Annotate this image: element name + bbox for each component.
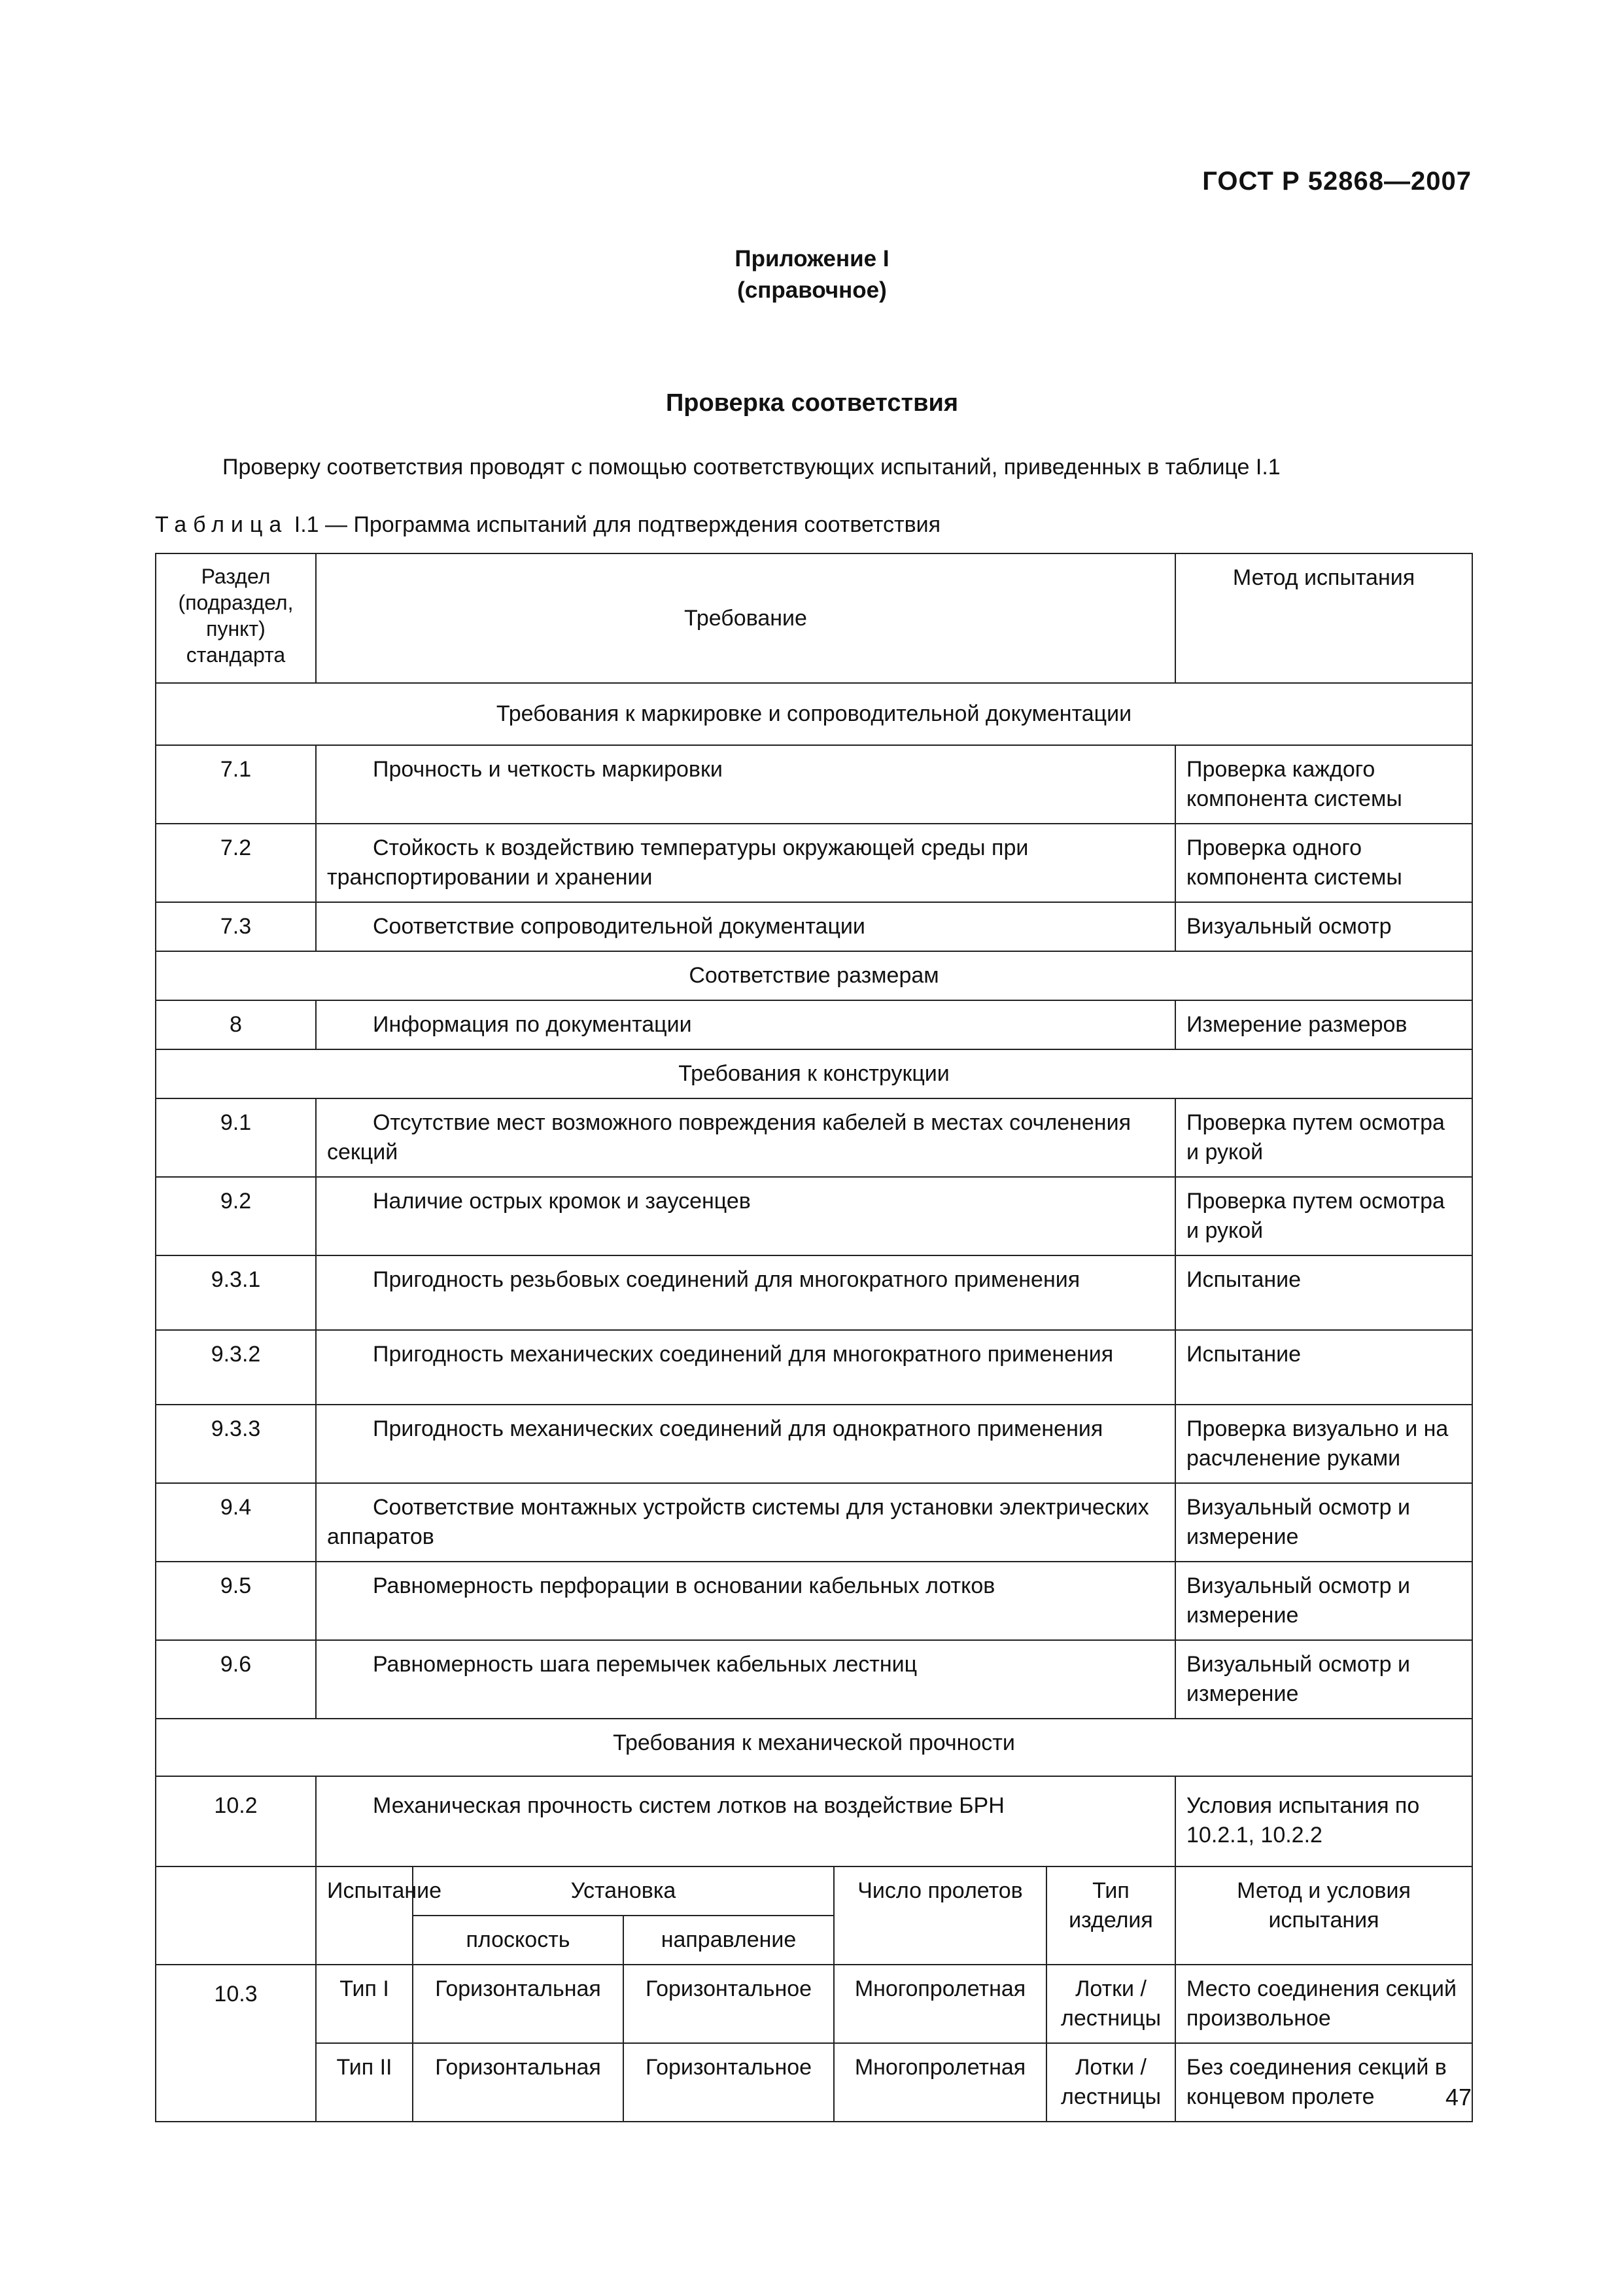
- group-row: [156, 1049, 1472, 1098]
- table-row: [156, 1330, 1472, 1405]
- test-program-table: [155, 553, 1473, 2122]
- row-method: Проверка путем осмотра и рукой: [1175, 1177, 1472, 1255]
- test-type: Тип II: [316, 2043, 413, 2122]
- row-requirement: Прочность и четкость маркировки: [316, 745, 1175, 824]
- row-id: 8: [156, 1000, 316, 1049]
- row-requirement: Равномерность шага перемычек кабельных лестниц: [316, 1640, 1175, 1719]
- row-method: Проверка визуально и на расчленение руками: [1175, 1405, 1472, 1483]
- table-row: [156, 1483, 1472, 1562]
- table-row: [156, 824, 1472, 902]
- table-header-row: [156, 553, 1472, 683]
- table-row: [156, 1000, 1472, 1049]
- intro-paragraph: Проверку соответствия проводят с помощью соответствующих испытаний, приведенных в таблице I.1: [222, 455, 1281, 480]
- row-id: 10.3: [156, 1965, 316, 2122]
- table-row: [156, 902, 1472, 951]
- group-dimensions: Соответствие размерам: [156, 951, 1472, 1000]
- sub-header-plane: плоскость: [413, 1916, 623, 1965]
- test-product: Лотки / лестницы: [1046, 1965, 1175, 2043]
- sub-header-product-type: Тип изделия: [1046, 1866, 1175, 1965]
- caption-prefix: Таблица: [155, 512, 288, 537]
- row-requirement: Отсутствие мест возможного повреждения кабелей в местах сочленения секций: [316, 1098, 1175, 1177]
- row-requirement: Механическая прочность систем лотков на воздействие БРН: [316, 1776, 1175, 1866]
- row-method: Проверка путем осмотра и рукой: [1175, 1098, 1472, 1177]
- row-method: Визуальный осмотр и измерение: [1175, 1640, 1472, 1719]
- row-method: Условия испытания по 10.2.1, 10.2.2: [1175, 1776, 1472, 1866]
- row-requirement: Равномерность перфорации в основании кабельных лотков: [316, 1562, 1175, 1640]
- row-requirement: Информация по документации: [316, 1000, 1175, 1049]
- row-id: 9.6: [156, 1640, 316, 1719]
- row-method: Визуальный осмотр: [1175, 902, 1472, 951]
- table-row: [156, 1177, 1472, 1255]
- page-number: 47: [1445, 2084, 1472, 2111]
- row-requirement: Пригодность механических соединений для многократного применения: [316, 1330, 1175, 1405]
- row-id: 9.4: [156, 1483, 316, 1562]
- row-id: 9.1: [156, 1098, 316, 1177]
- sub-header-method-conditions: Метод и условия испытания: [1175, 1866, 1472, 1965]
- group-row: [156, 951, 1472, 1000]
- row-method: Визуальный осмотр и измерение: [1175, 1483, 1472, 1562]
- row-requirement: Пригодность механических соединений для однократного применения: [316, 1405, 1175, 1483]
- row-method: Проверка каждого компонента системы: [1175, 745, 1472, 824]
- test-plane: Горизонтальная: [413, 2043, 623, 2122]
- header-requirement: Требование: [316, 553, 1175, 683]
- row-method: Испытание: [1175, 1330, 1472, 1405]
- row-requirement: Наличие острых кромок и заусенцев: [316, 1177, 1175, 1255]
- group-row: [156, 683, 1472, 745]
- row-id: 7.1: [156, 745, 316, 824]
- appendix-title: Приложение I: [734, 246, 890, 272]
- row-method: Измерение размеров: [1175, 1000, 1472, 1049]
- row-id: 7.3: [156, 902, 316, 951]
- row-id: 9.5: [156, 1562, 316, 1640]
- table-row: [156, 2043, 1472, 2122]
- appendix-type: (справочное): [737, 277, 887, 303]
- row-id: 9.3.1: [156, 1255, 316, 1330]
- test-spans: Многопролетная: [834, 1965, 1046, 2043]
- test-plane: Горизонтальная: [413, 1965, 623, 2043]
- row-id: 9.3.3: [156, 1405, 316, 1483]
- row-id: 7.2: [156, 824, 316, 902]
- header-section: Раздел (подраздел, пункт) стандарта: [156, 553, 316, 683]
- table-row: [156, 745, 1472, 824]
- sub-header-installation: Установка: [413, 1866, 834, 1916]
- row-method: Визуальный осмотр и измерение: [1175, 1562, 1472, 1640]
- test-type: Тип I: [316, 1965, 413, 2043]
- table-row: [156, 1640, 1472, 1719]
- table-caption: [155, 512, 941, 538]
- document-code: ГОСТ Р 52868—2007: [1202, 167, 1472, 196]
- test-product: Лотки / лестницы: [1046, 2043, 1175, 2122]
- row-id: 10.2: [156, 1776, 316, 1866]
- table-row: [156, 1255, 1472, 1330]
- header-method: Метод испытания: [1175, 553, 1472, 683]
- row-requirement: Пригодность резьбовых соединений для многократного применения: [316, 1255, 1175, 1330]
- group-mechanical: Требования к механической прочности: [156, 1719, 1472, 1776]
- appendix-heading: [0, 243, 1624, 306]
- caption-text: I.1 — Программа испытаний для подтверждения соответствия: [288, 512, 941, 537]
- sub-header-spans: Число пролетов: [834, 1866, 1046, 1965]
- table-row: [156, 1965, 1472, 2043]
- sub-header-test: Испытание: [316, 1866, 413, 1965]
- table-row: [156, 1098, 1472, 1177]
- group-marking: Требования к маркировке и сопроводительной документации: [156, 683, 1472, 745]
- row-requirement: Стойкость к воздействию температуры окружающей среды при транспортировании и хранении: [316, 824, 1175, 902]
- sub-header-direction: направление: [623, 1916, 834, 1965]
- row-method: Проверка одного компонента системы: [1175, 824, 1472, 902]
- subtable-header-row: [156, 1866, 1472, 1916]
- group-row: [156, 1719, 1472, 1776]
- subtable-empty-cell: [156, 1866, 316, 1965]
- table-row: [156, 1562, 1472, 1640]
- row-method: Испытание: [1175, 1255, 1472, 1330]
- table-row: [156, 1405, 1472, 1483]
- row-id: 9.2: [156, 1177, 316, 1255]
- test-method: Без соединения секций в концевом пролете: [1175, 2043, 1472, 2122]
- test-spans: Многопролетная: [834, 2043, 1046, 2122]
- row-id: 9.3.2: [156, 1330, 316, 1405]
- row-requirement: Соответствие сопроводительной документации: [316, 902, 1175, 951]
- section-title: Проверка соответствия: [665, 389, 959, 417]
- row-requirement: Соответствие монтажных устройств системы для установки электрических аппаратов: [316, 1483, 1175, 1562]
- test-direction: Горизонтальное: [623, 1965, 834, 2043]
- group-construction: Требования к конструкции: [156, 1049, 1472, 1098]
- test-direction: Горизонтальное: [623, 2043, 834, 2122]
- table-row: [156, 1776, 1472, 1866]
- test-method: Место соединения секций произвольное: [1175, 1965, 1472, 2043]
